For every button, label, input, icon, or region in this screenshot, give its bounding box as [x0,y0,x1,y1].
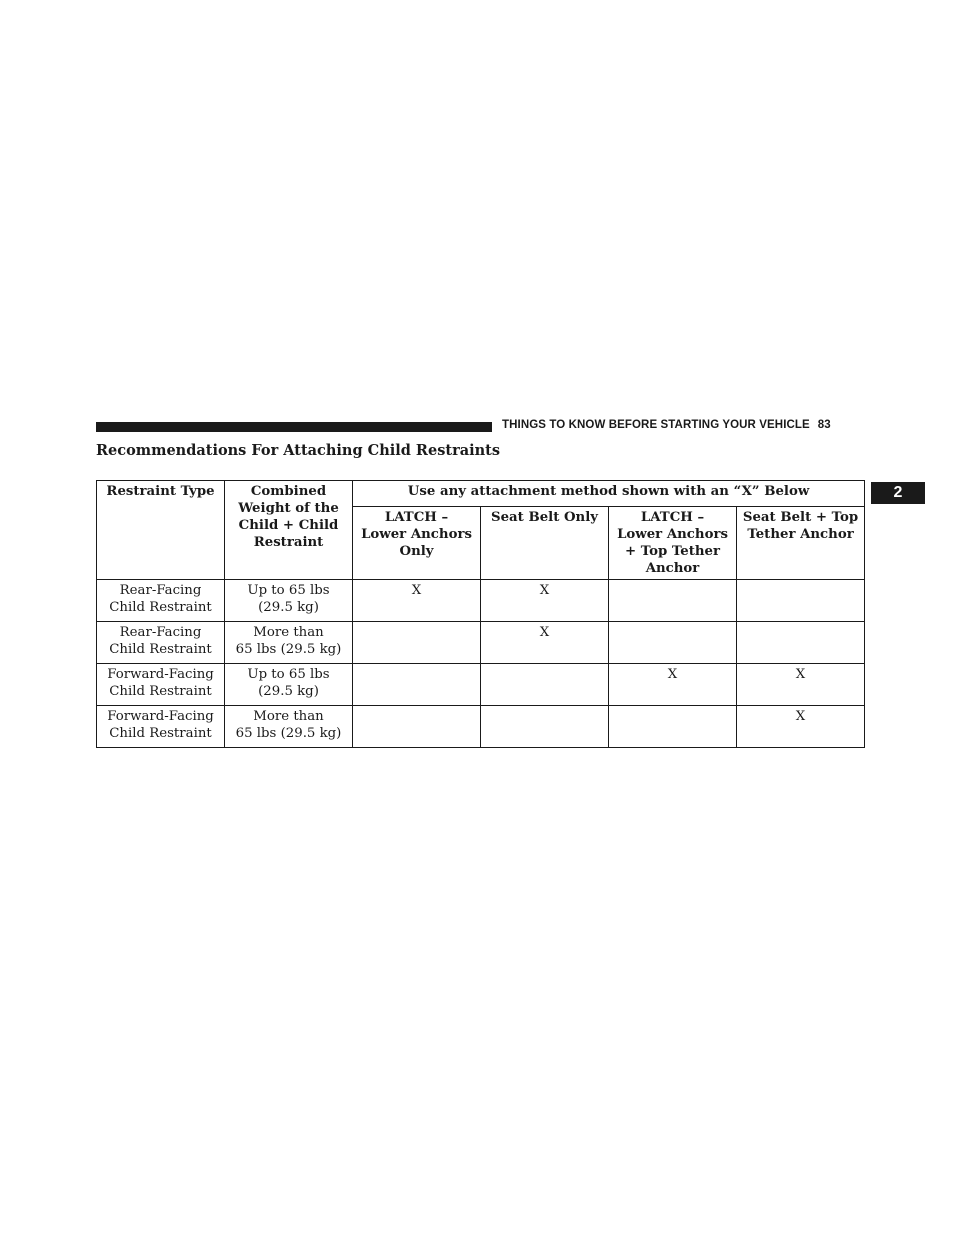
cell-mark [481,706,609,748]
header-method-latch-tether: LATCH – Lower Anchors + Top Tether Anchor [609,507,737,580]
cell-weight: More than 65 lbs (29.5 kg) [225,622,353,664]
cell-mark: X [609,664,737,706]
header-combined-weight: Combined Weight of the Child + Child Restraint [225,481,353,580]
cell-mark: X [737,664,865,706]
header-restraint-type: Restraint Type [97,481,225,580]
restraint-table [96,480,865,748]
chapter-tab[interactable]: 2 [871,482,925,504]
cell-restraint-type: Forward-Facing Child Restraint [97,706,225,748]
cell-mark: X [481,580,609,622]
header-method-latch-lower: LATCH – Lower Anchors Only [353,507,481,580]
cell-mark [481,664,609,706]
header-rule [96,422,492,432]
table-row [97,706,865,748]
section-title: Recommendations For Attaching Child Restraints [96,442,501,459]
cell-weight: Up to 65 lbs (29.5 kg) [225,664,353,706]
header-method-seat-belt: Seat Belt Only [481,507,609,580]
table-row [97,580,865,622]
cell-mark [609,622,737,664]
cell-restraint-type: Forward-Facing Child Restraint [97,664,225,706]
cell-weight: Up to 65 lbs (29.5 kg) [225,580,353,622]
cell-mark [609,706,737,748]
header-method-seat-belt-tether: Seat Belt + Top Tether Anchor [737,507,865,580]
table-row [97,664,865,706]
header-methods-group: Use any attachment method shown with an “X” Below [353,481,865,507]
cell-mark: X [737,706,865,748]
cell-mark [353,664,481,706]
cell-mark [737,580,865,622]
cell-mark [737,622,865,664]
cell-weight: More than 65 lbs (29.5 kg) [225,706,353,748]
cell-restraint-type: Rear-Facing Child Restraint [97,580,225,622]
table-header-row [97,481,865,507]
running-header [502,419,831,431]
page-number: 83 [817,419,831,431]
cell-mark [353,706,481,748]
cell-mark [609,580,737,622]
cell-restraint-type: Rear-Facing Child Restraint [97,622,225,664]
table-row [97,622,865,664]
cell-mark: X [481,622,609,664]
header-section-title: THINGS TO KNOW BEFORE STARTING YOUR VEHICLE [502,419,810,431]
cell-mark: X [353,580,481,622]
cell-mark [353,622,481,664]
